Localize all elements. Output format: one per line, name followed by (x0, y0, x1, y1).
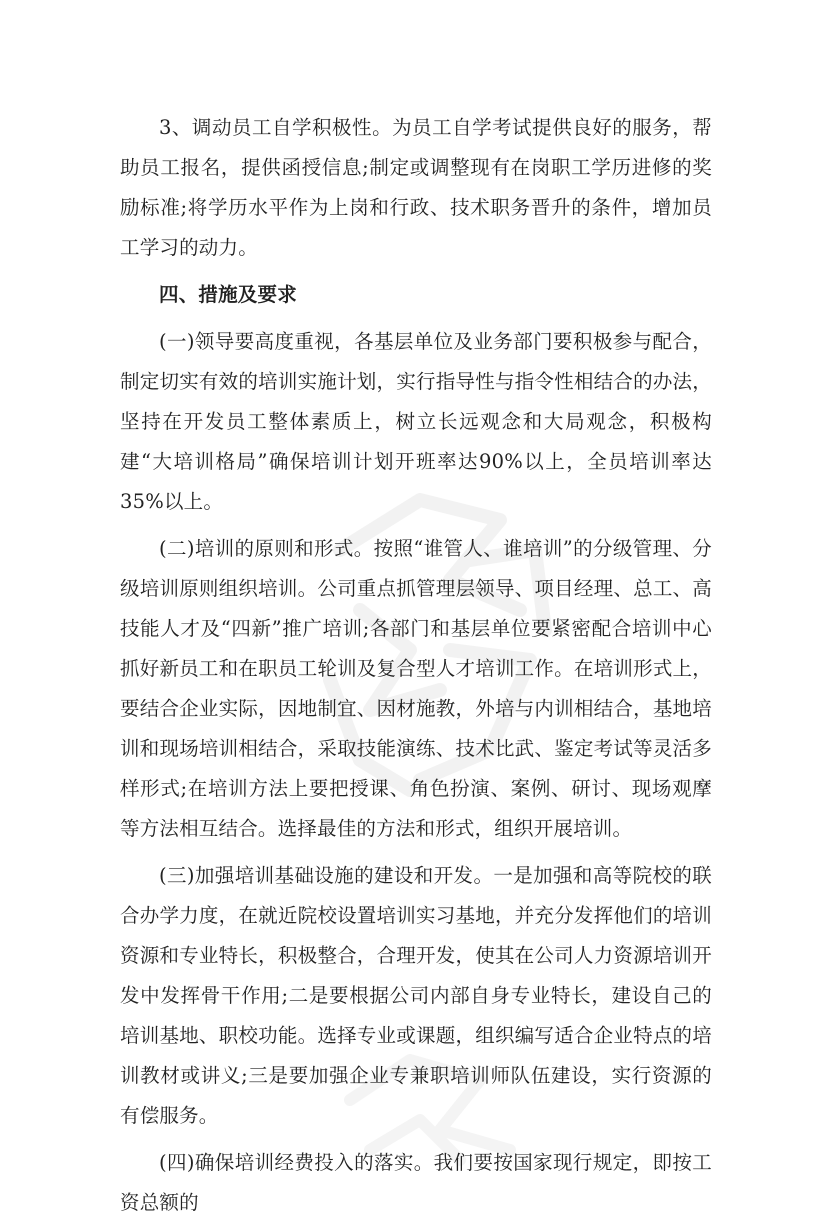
paragraph-infrastructure: (三)加强培训基础设施的建设和开发。一是加强和高等院校的联合办学力度，在就近院校设置培训实习基地，并充分发挥他们的培训资源和专业特长，积极整合，合理开发，使其在公司人力资源培训开发中发挥骨干作用;二是要根据公司内部自身专业特长，建设自己的培训基地、职校功能。选择专业或课题，组织编写适合企业特点的培训教材或讲义;三是要加强企业专兼职培训师队伍建设，实行资源的有偿服务。 (120, 864, 712, 1127)
section-heading-measures: 四、措施及要求 (159, 283, 297, 306)
paragraph-self-study: 3、调动员工自学积极性。为员工自学考试提供良好的服务，帮助员工报名，提供函授信息;制定或调整现有在岗职工学历进修的奖励标准;将学历水平作为上岗和行政、技术职务晋升的条件，增加员工学习的动力。 (120, 116, 712, 259)
paragraph-principles-forms: (二)培训的原则和形式。按照“谁管人、谁培训”的分级管理、分级培训原则组织培训。公司重点抓管理层领导、项目经理、总工、高技能人才及“四新”推广培训;各部门和基层单位要紧密配合培训中心抓好新员工和在职员工轮训及复合型人才培训工作。在培训形式上，要结合企业实际，因地制宜、因材施教，外培与内训相结合，基地培训和现场培训相结合，采取技能演练、技术比武、鉴定考试等灵活多样形式;在培训方法上要把授课、角色扮演、案例、研讨、现场观摩等方法相互结合。选择最佳的方法和形式，组织开展培训。 (120, 537, 712, 840)
paragraph-funding: (四)确保培训经费投入的落实。我们要按国家现行规定，即按工资总额的 (120, 1151, 712, 1214)
document-body (120, 108, 712, 1230)
paragraph-leadership: (一)领导要高度重视，各基层单位及业务部门要积极参与配合，制定切实有效的培训实施计划，实行指导性与指令性相结合的办法，坚持在开发员工整体素质上，树立长远观念和大局观念，积极构建“大培训格局”确保培训计划开班率达90%以上，全员培训率达35%以上。 (120, 330, 712, 513)
